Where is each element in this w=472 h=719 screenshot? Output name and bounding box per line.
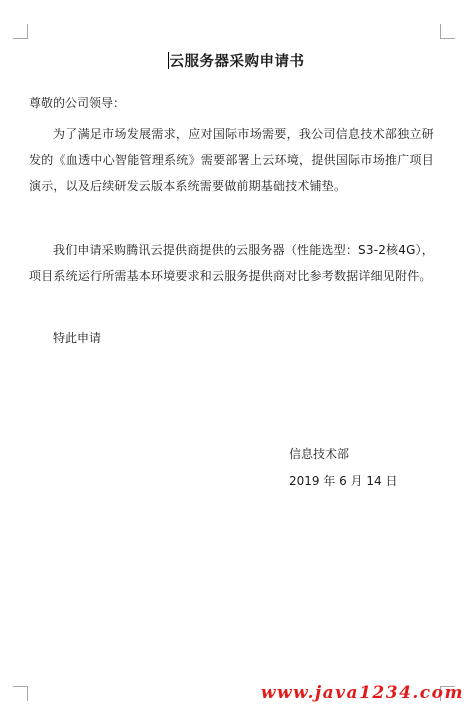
signature-date: 2019 年 6 月 14 日	[289, 474, 398, 488]
salutation: 尊敬的公司领导：	[29, 96, 126, 110]
text-cursor	[168, 52, 169, 69]
closing-line: 特此申请	[53, 331, 102, 345]
crop-mark-bottom-left	[13, 686, 28, 701]
document-title[interactable]	[0, 52, 472, 72]
body-paragraph-1: 为了满足市场发展需求，应对国际市场需要，我公司信息技术部独立研发的《血透中心智能管理系统》需要部署上云环境，提供国际市场推广项目演示，以及后续研发云版本系统需要做前期基础技术铺垫。	[29, 127, 434, 193]
crop-mark-top-right	[440, 24, 455, 39]
body-paragraph-2: 我们申请采购腾讯云提供商提供的云服务器（性能选型：S3-2核4G），项目系统运行所需基本环境要求和云服务提供商对比参考数据详细见附件。	[29, 243, 434, 283]
site-watermark: www.java1234.com	[260, 683, 464, 703]
crop-mark-top-left	[13, 24, 28, 39]
document-title-text: 云服务器采购申请书	[169, 54, 305, 70]
signature-department: 信息技术部	[289, 447, 350, 461]
